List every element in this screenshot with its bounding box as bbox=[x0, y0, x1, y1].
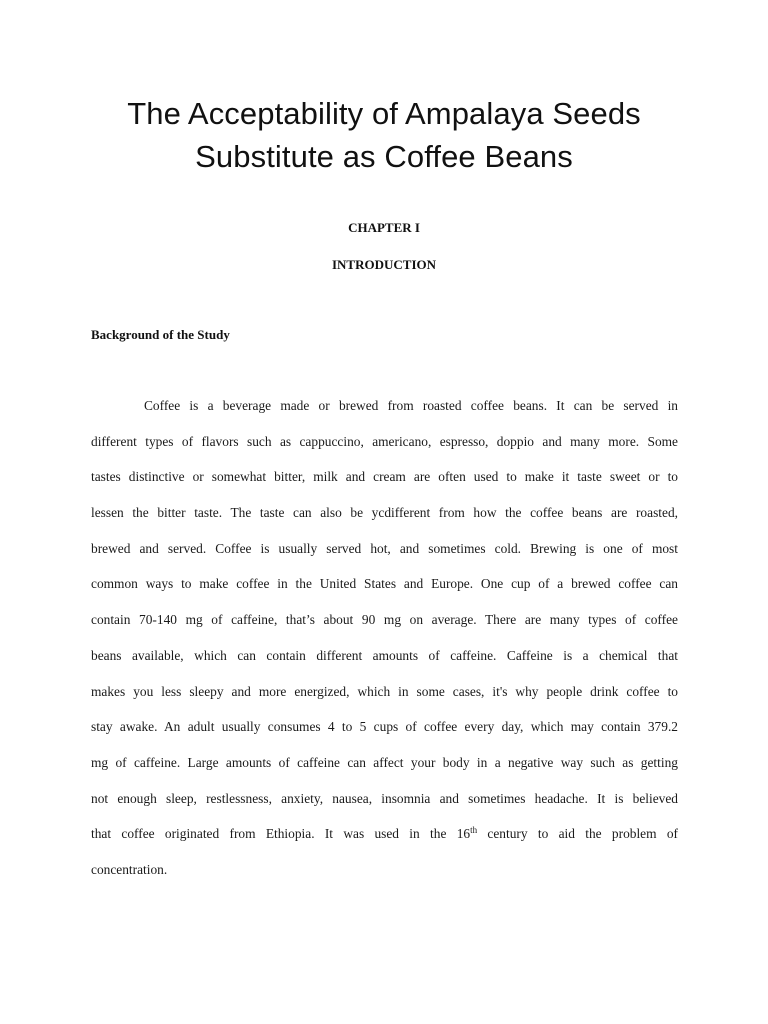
chapter-number: CHAPTER I bbox=[348, 220, 420, 235]
title-line-2: Substitute as Coffee Beans bbox=[195, 139, 573, 174]
paragraph-line: brewed and served. Coffee is usually served hot, and sometimes cold. Brewing is one of most bbox=[91, 540, 678, 556]
paragraph-line: common ways to make coffee in the United States and Europe. One cup of a brewed coffee can bbox=[91, 576, 678, 592]
section-heading: Background of the Study bbox=[91, 327, 230, 342]
paragraph-line: mg of caffeine. Large amounts of caffeine can affect your body in a negative way such as getting bbox=[91, 754, 678, 770]
chapter-title: INTRODUCTION bbox=[331, 257, 436, 272]
paragraph-line: contain 70-140 mg of caffeine, that’s about 90 mg on average. There are many types of coffee bbox=[91, 612, 678, 628]
paragraph-line: lessen the bitter taste. The taste can also be ycdifferent from how the coffee beans are roasted, bbox=[91, 505, 678, 521]
paragraph-line: not enough sleep, restlessness, anxiety, nausea, insomnia and sometimes headache. It is believed bbox=[91, 790, 678, 806]
paragraph-line-with-superscript bbox=[91, 823, 678, 859]
ordinal-superscript: th bbox=[470, 825, 478, 836]
paragraph-line: different types of flavors such as cappuccino, americano, espresso, doppio and many more. Some bbox=[91, 433, 678, 449]
paragraph-line: makes you less sleepy and more energized, which in some cases, it's why people drink coffee to bbox=[91, 683, 678, 699]
title-line-1: The Acceptability of Ampalaya Seeds bbox=[127, 96, 641, 131]
line-text-before-superscript: that coffee originated from Ethiopia. It was used in the 16 bbox=[91, 826, 471, 842]
paragraph-line: beans available, which can contain different amounts of caffeine. Caffeine is a chemical that bbox=[91, 647, 678, 663]
paragraph-line: stay awake. An adult usually consumes 4 to 5 cups of coffee every day, which may contain 379.2 bbox=[91, 719, 678, 735]
paragraph-line: Coffee is a beverage made or brewed from roasted coffee beans. It can be served in bbox=[144, 398, 678, 413]
line-text-after-superscript: century to aid the problem of bbox=[477, 826, 679, 842]
document-title bbox=[40, 92, 728, 178]
body-paragraph bbox=[91, 395, 678, 895]
paragraph-line: tastes distinctive or somewhat bitter, milk and cream are often used to make it taste sweet or to bbox=[91, 469, 678, 485]
paragraph-last-line: concentration. bbox=[91, 861, 168, 877]
